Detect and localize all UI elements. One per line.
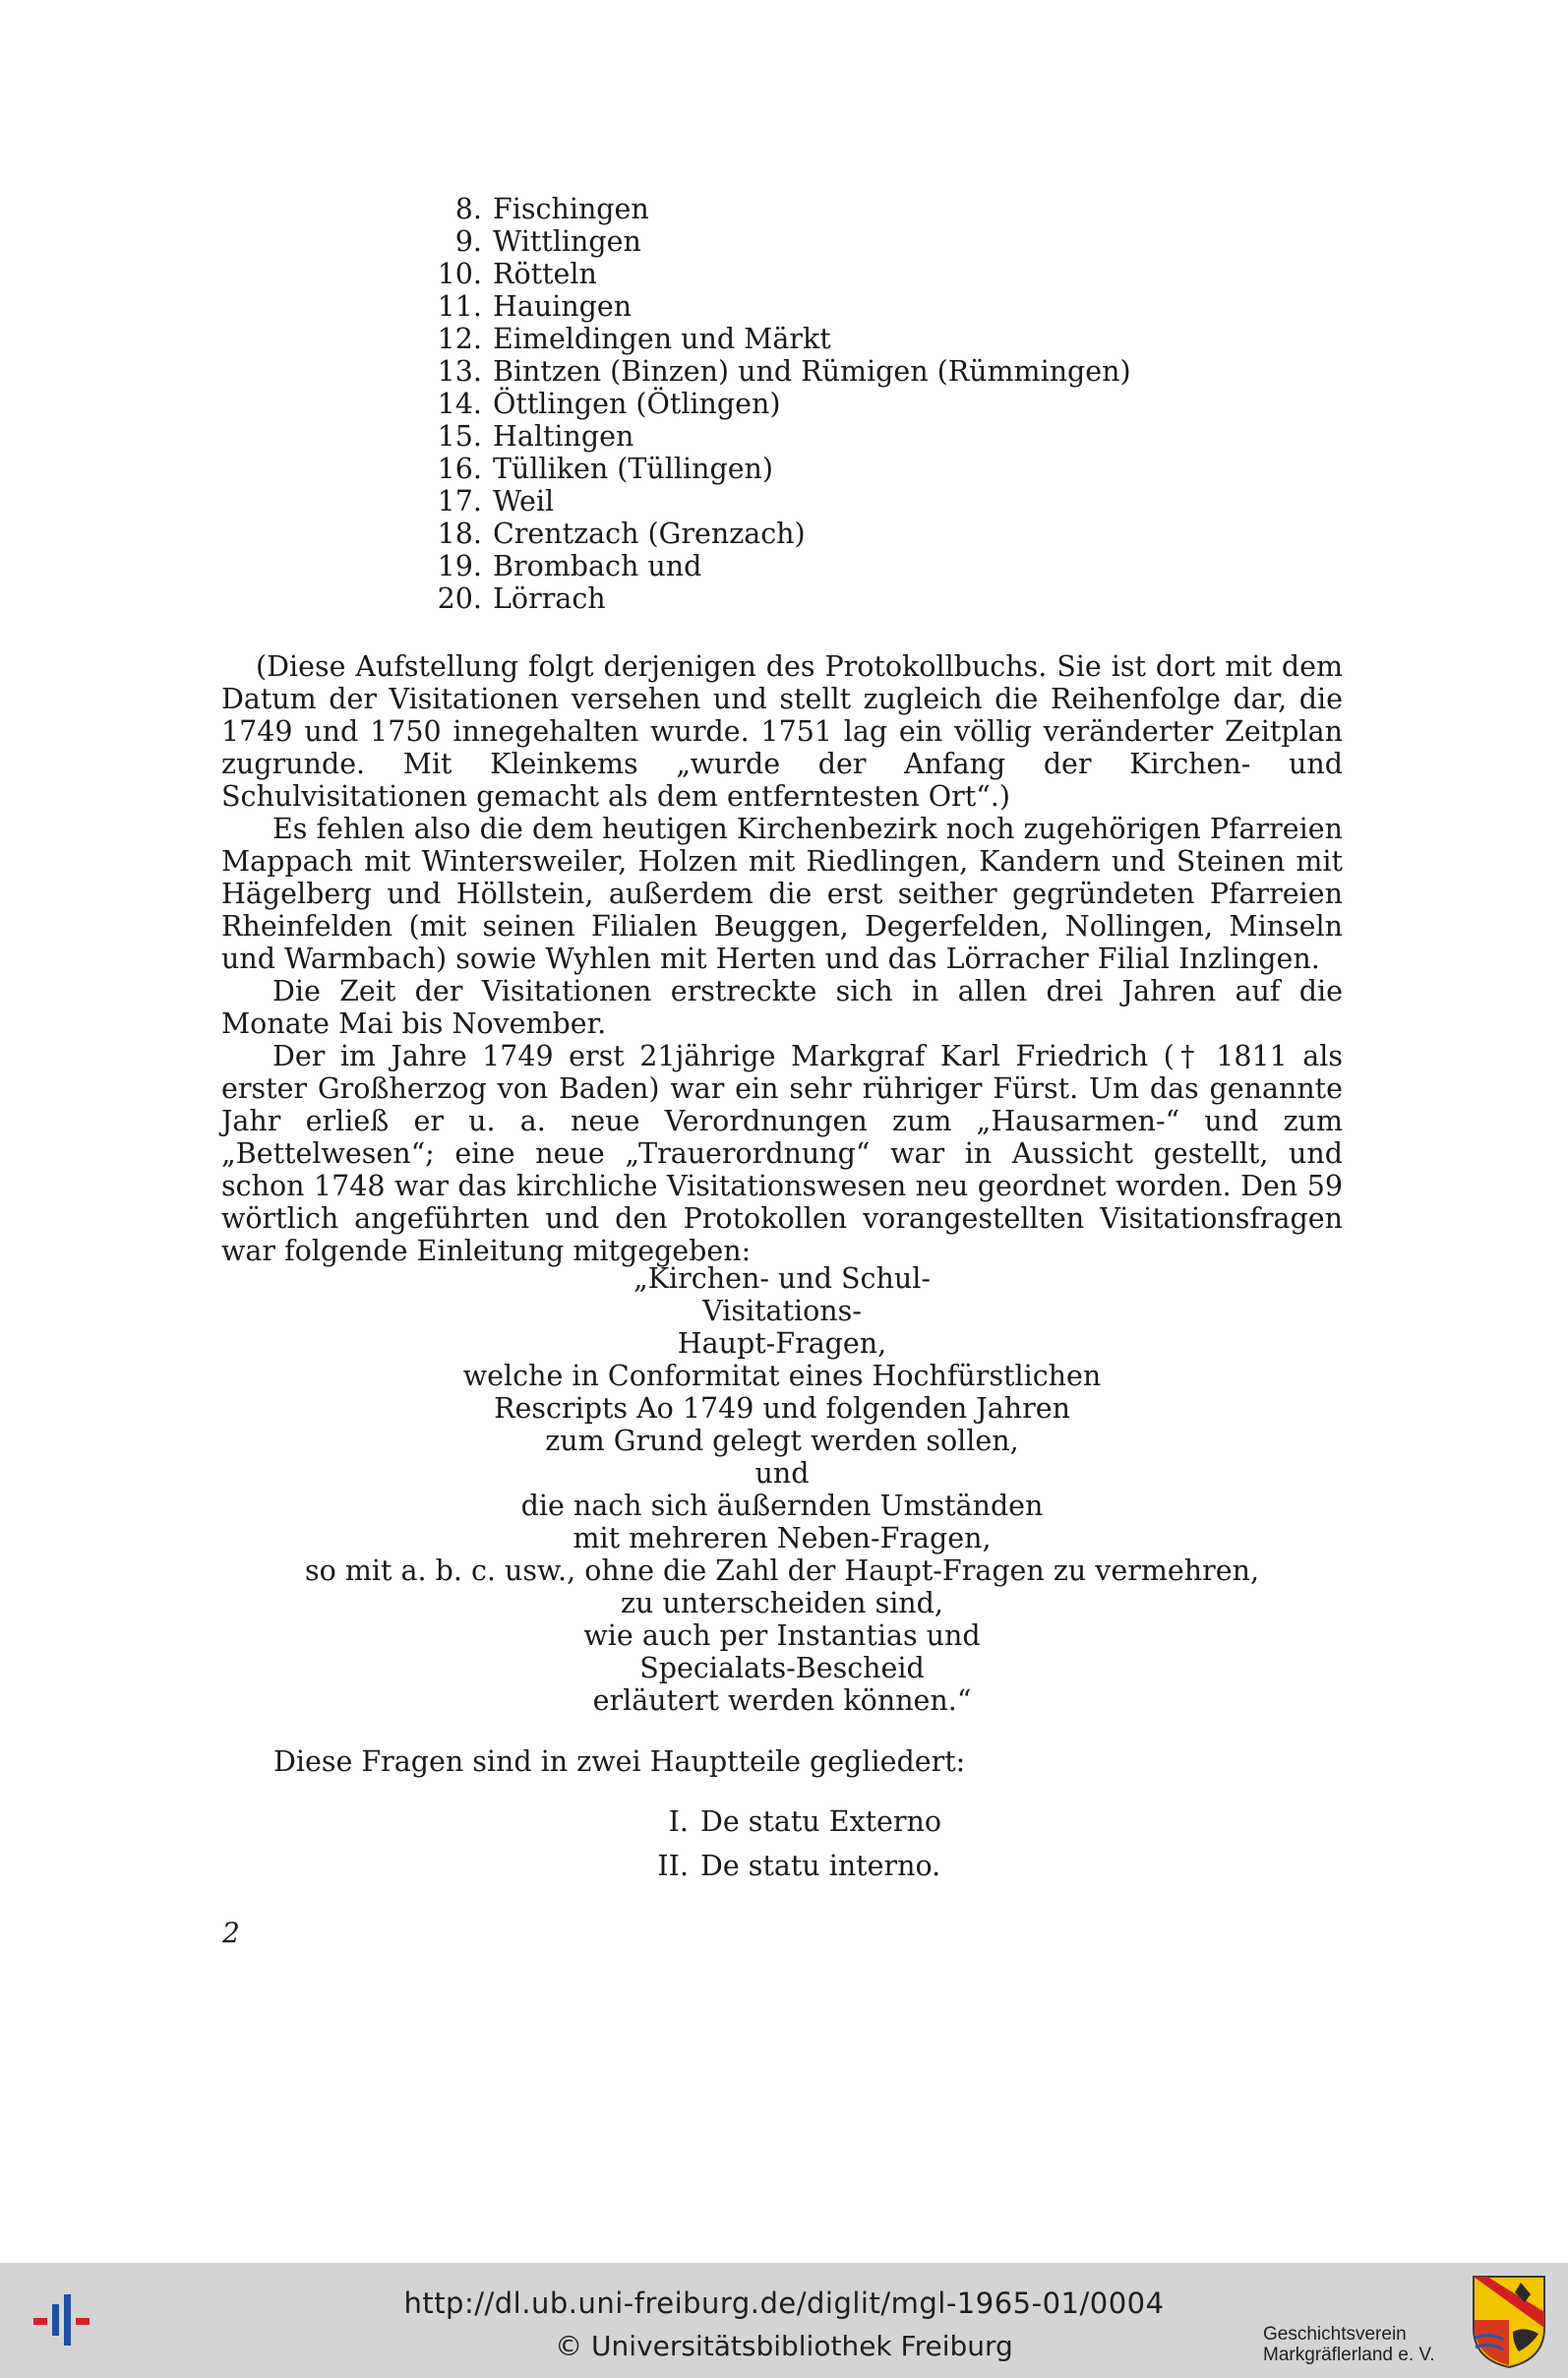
list-number: 9. [454,225,482,258]
list-number: 10. [437,258,482,290]
list-text: Hauingen [493,290,633,323]
footer-bar [0,2263,1568,2378]
document-url-link[interactable]: http://dl.ub.uni-freiburg.de/diglit/mgl-1965-01/0004 [403,2287,1165,2320]
quote-line: Haupt-Fragen, [677,1327,887,1360]
list-number: 17. [437,485,482,518]
coat-of-arms-icon [1470,2273,1548,2369]
list-text: Crentzach (Grenzach) [493,518,806,550]
society-name [1263,2324,1435,2365]
quote-line: welche in Conformitat eines Hochfürstlichen [462,1360,1102,1392]
part-text: De statu Externo [700,1805,942,1838]
quote-line: die nach sich äußernden Umständen [520,1490,1044,1522]
list-number: 13. [437,355,482,388]
list-item [413,193,1131,225]
list-text: Rötteln [493,258,597,290]
list-text: Haltingen [493,420,634,453]
list-item [413,388,1131,420]
list-number: 18. [437,518,482,550]
list-item [413,453,1131,485]
parish-list [413,193,1131,615]
after-quote-text: Diese Fragen sind in zwei Hauptteile gegliedert: [273,1745,966,1778]
part-text: De statu interno. [700,1850,941,1882]
quote-line: wie auch per Instantias und [583,1619,981,1652]
quote-line: zum Grund gelegt werden sollen, [545,1425,1019,1457]
quote-line: Specialats-Bescheid [639,1652,925,1684]
list-text: Eimeldingen und Märkt [493,323,831,355]
list-text: Brombach und [493,550,702,582]
list-item [413,518,1131,550]
list-number: 15. [437,420,482,453]
list-item [413,355,1131,388]
quote-line: und [754,1457,810,1490]
list-text: Weil [493,485,555,518]
paragraph: Die Zeit der Visitationen erstreckte sich in allen drei Jahren auf die Monate Mai bis November. [221,975,1343,1040]
list-number: 14. [437,388,482,420]
list-number: 11. [437,290,482,323]
parts-list [590,1799,941,1888]
quote-line: erläutert werden können.“ [592,1684,972,1717]
list-item [413,420,1131,453]
quote-line: mit mehreren Neben-Fragen, [573,1522,992,1555]
part-number: I. [668,1805,689,1838]
list-item [413,225,1131,258]
list-item [413,323,1131,355]
paragraph: Es fehlen also die dem heutigen Kirchenbezirk noch zugehörigen Pfarreien Mappach mit Wintersweiler, Holzen mit Riedlingen, Kandern und Steinen mit Hägelberg und Höllstein, außerdem die erst seither gegründeten Pfarreien Rheinfelden (mit seinen Filialen Beuggen, Degerfelden, Nollingen, Minseln und Warmbach) sowie Wyhlen mit Herten und das Lörracher Filial Inzlingen. [221,813,1343,975]
quote-line: Rescripts Ao 1749 und folgenden Jahren [494,1392,1070,1425]
part-item [590,1799,941,1844]
list-text: Lörrach [493,582,606,615]
list-item [413,550,1131,582]
copyright-text: © Universitätsbibliothek Freiburg [555,2330,1013,2362]
quote-line: Visitations- [702,1295,862,1327]
list-number: 20. [437,582,482,615]
body-text [221,650,1343,1267]
part-item [590,1844,941,1888]
list-number: 16. [437,453,482,485]
society-line: Geschichtsverein [1263,2324,1407,2345]
part-number: II. [657,1850,689,1882]
list-number: 8. [454,193,482,225]
list-text: Tülliken (Tüllingen) [493,453,774,485]
list-text: Bintzen (Binzen) und Rümigen (Rümmingen) [493,355,1131,388]
paragraph: (Diese Aufstellung folgt derjenigen des Protokollbuchs. Sie ist dort mit dem Datum der Visitationen versehen und stellt zugleich die Reihenfolge dar, die 1749 und 1750 innegehalten wurde. 1751 lag ein völlig veränderter Zeitplan zugrunde. Mit Kleinkems „wurde der Anfang der Kirchen- und Schulvisitationen gemacht als dem entferntesten Ort“.) [221,650,1343,813]
list-text: Wittlingen [493,225,641,258]
list-item [413,290,1131,323]
list-text: Fischingen [493,193,649,225]
list-number: 12. [437,323,482,355]
society-line: Markgräflerland e. V. [1263,2345,1435,2365]
list-item [413,258,1131,290]
list-item [413,582,1131,615]
list-text: Öttlingen (Ötlingen) [493,388,781,420]
quote-line: so mit a. b. c. usw., ohne die Zahl der Haupt-Fragen zu vermehren, [304,1555,1260,1587]
page-number: 2 [222,1917,240,1949]
list-item [413,485,1131,518]
paragraph: Der im Jahre 1749 erst 21jährige Markgraf Karl Friedrich († 1811 als erster Großherzog von Baden) war ein sehr rühriger Fürst. Um das genannte Jahr erließ er u. a. neue Verordnungen zum „Hausarmen-“ und zum „Bettelwesen“; eine neue „Trauerordnung“ war in Aussicht gestellt, und schon 1748 war das kirchliche Visitationswesen neu geordnet worden. Den 59 wörtlich angeführten und den Protokollen vorangestellten Visitationsfragen war folgende Einleitung mitgegeben: [221,1040,1343,1267]
block-quote [221,1262,1343,1717]
quote-line: „Kirchen- und Schul- [633,1262,931,1295]
quote-line: zu unterscheiden sind, [621,1587,943,1619]
list-number: 19. [437,550,482,582]
